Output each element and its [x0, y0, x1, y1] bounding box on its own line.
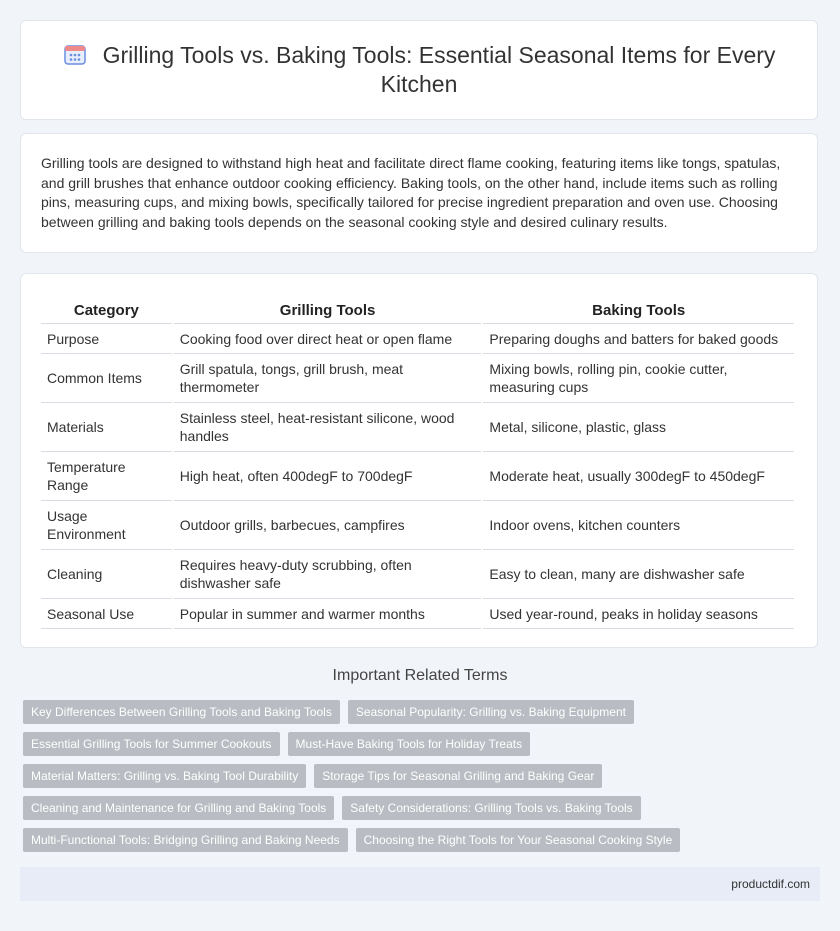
table-cell: Cleaning	[41, 550, 172, 599]
related-term-tag[interactable]: Safety Considerations: Grilling Tools vs. Baking Tools	[342, 796, 640, 820]
table-cell: Grill spatula, tongs, grill brush, meat thermometer	[174, 354, 482, 403]
header-category: Category	[41, 294, 172, 324]
footer-site-link[interactable]: productdif.com	[731, 877, 810, 891]
table-cell: Stainless steel, heat-resistant silicone, wood handles	[174, 403, 482, 452]
table-cell: Mixing bowls, rolling pin, cookie cutter, measuring cups	[483, 354, 794, 403]
intro-card	[20, 133, 818, 253]
comparison-table-card	[20, 273, 818, 648]
table-row	[41, 452, 794, 501]
comparison-table	[39, 294, 796, 629]
table-row	[41, 599, 794, 629]
footer	[20, 867, 820, 901]
table-cell: Cooking food over direct heat or open flame	[174, 324, 482, 354]
related-terms-list	[23, 700, 723, 860]
table-cell: Usage Environment	[41, 501, 172, 550]
header-baking-tools: Baking Tools	[483, 294, 794, 324]
tag-row	[23, 796, 723, 820]
table-cell: Moderate heat, usually 300degF to 450degF	[483, 452, 794, 501]
header-grilling-tools: Grilling Tools	[174, 294, 482, 324]
tag-row	[23, 828, 723, 852]
table-row	[41, 550, 794, 599]
table-cell: Common Items	[41, 354, 172, 403]
related-term-tag[interactable]: Material Matters: Grilling vs. Baking Tool Durability	[23, 764, 306, 788]
intro-text: Grilling tools are designed to withstand high heat and facilitate direct flame cooking, featuring items like tongs, spatulas, and grill brushes that enhance outdoor cooking efficiency. Baking tools, on the other hand, include items such as rolling pins, measuring cups, and mixing bowls, specifically tailored for precise ingredient preparation and oven use. Choosing between grilling and baking tools depends on the seasonal cooking style and desired culinary results.	[41, 155, 781, 230]
table-cell: High heat, often 400degF to 700degF	[174, 452, 482, 501]
page-title: Grilling Tools vs. Baking Tools: Essential Seasonal Items for Every Kitchen	[102, 42, 776, 97]
related-term-tag[interactable]: Seasonal Popularity: Grilling vs. Baking Equipment	[348, 700, 634, 724]
table-row	[41, 501, 794, 550]
table-cell: Seasonal Use	[41, 599, 172, 629]
tag-row	[23, 700, 723, 724]
table-cell: Temperature Range	[41, 452, 172, 501]
table-row	[41, 324, 794, 354]
related-term-tag[interactable]: Must-Have Baking Tools for Holiday Treats	[288, 732, 531, 756]
title-card	[20, 20, 818, 120]
page-title-wrap	[49, 41, 789, 99]
related-term-tag[interactable]: Key Differences Between Grilling Tools and Baking Tools	[23, 700, 340, 724]
related-terms-title: Important Related Terms	[332, 667, 508, 684]
related-term-tag[interactable]: Cleaning and Maintenance for Grilling and Baking Tools	[23, 796, 334, 820]
related-term-tag[interactable]: Choosing the Right Tools for Your Seasonal Cooking Style	[356, 828, 681, 852]
table-cell: Outdoor grills, barbecues, campfires	[174, 501, 482, 550]
table-cell: Materials	[41, 403, 172, 452]
table-row	[41, 354, 794, 403]
tag-row	[23, 732, 723, 756]
table-cell: Purpose	[41, 324, 172, 354]
table-cell: Metal, silicone, plastic, glass	[483, 403, 794, 452]
table-cell: Popular in summer and warmer months	[174, 599, 482, 629]
table-cell: Indoor ovens, kitchen counters	[483, 501, 794, 550]
table-cell: Requires heavy-duty scrubbing, often dishwasher safe	[174, 550, 482, 599]
tag-row	[23, 764, 723, 788]
table-cell: Preparing doughs and batters for baked goods	[483, 324, 794, 354]
related-term-tag[interactable]: Storage Tips for Seasonal Grilling and Baking Gear	[314, 764, 602, 788]
table-row	[41, 403, 794, 452]
table-cell: Used year-round, peaks in holiday seasons	[483, 599, 794, 629]
related-term-tag[interactable]: Essential Grilling Tools for Summer Cookouts	[23, 732, 280, 756]
table-cell: Easy to clean, many are dishwasher safe	[483, 550, 794, 599]
related-term-tag[interactable]: Multi-Functional Tools: Bridging Grilling and Baking Needs	[23, 828, 348, 852]
calendar-icon	[63, 42, 87, 66]
table-header-row	[41, 294, 794, 324]
